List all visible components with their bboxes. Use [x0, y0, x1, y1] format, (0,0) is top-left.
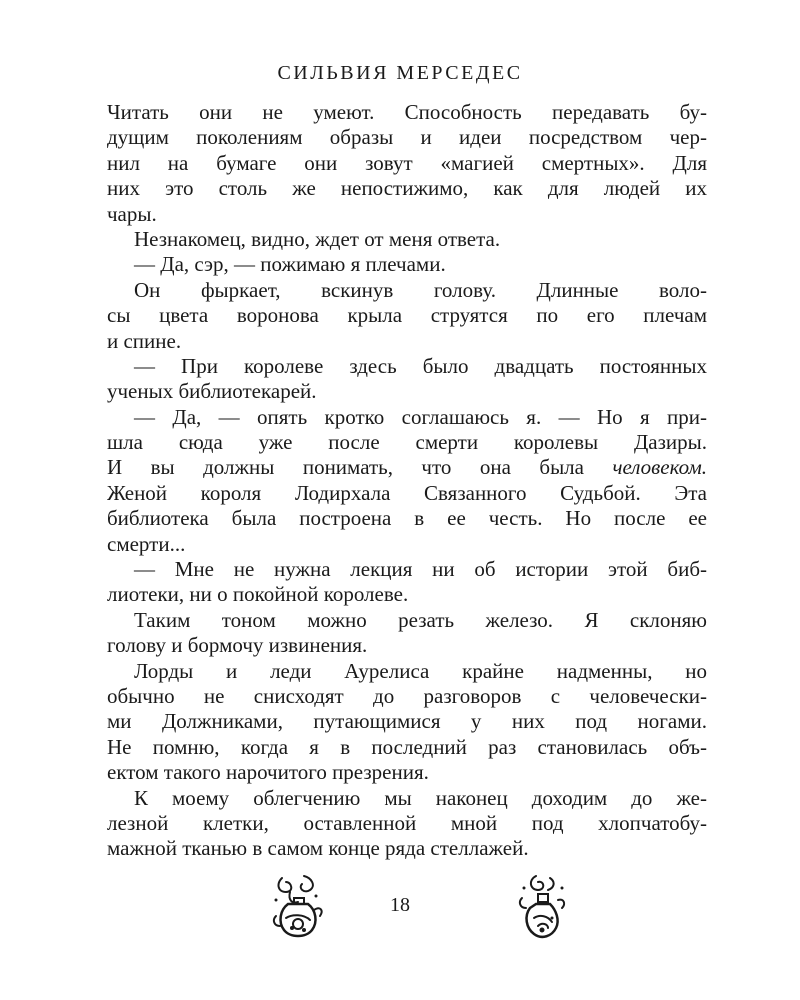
- text-line: дущим поколениям образы и идеи посредством чер-: [107, 125, 707, 150]
- text-line: Незнакомец, видно, ждет от меня ответа.: [134, 226, 501, 251]
- text-line: шла сюда уже после смерти королевы Дазиры.: [107, 430, 707, 455]
- text-line: лиотеки, ни о покойной королеве.: [107, 582, 409, 607]
- text-line: и спине.: [107, 328, 182, 353]
- text-line: ектом такого нарочитого презрения.: [107, 760, 429, 785]
- italic-word: человеком.: [612, 455, 707, 480]
- text-line: Лорды и леди Аурелиса крайне надменны, но: [134, 658, 707, 683]
- text-line: них это столь же непостижимо, как для людей их: [107, 176, 707, 201]
- text-line: Таким тоном можно резать железо. Я склоняю: [134, 607, 707, 632]
- text-line: Женой короля Лодирхала Связанного Судьбой. Эта: [107, 480, 707, 505]
- text-line: нил на бумаге они зовут «магией смертных». Для: [107, 150, 707, 175]
- text-line: сы цвета воронова крыла струятся по его плечам: [107, 303, 707, 328]
- page-number: 18: [390, 894, 410, 916]
- text-line: К моему облегчению мы наконец доходим до же-: [134, 785, 707, 810]
- text-line: обычно не снисходят до разговоров с человечески-: [107, 683, 707, 708]
- text-line: лезной клетки, оставленной мной под хлопчатобу-: [107, 810, 707, 835]
- text-line: библиотека была построена в ее честь. Но после ее: [107, 506, 707, 531]
- text-line: чары.: [107, 201, 157, 226]
- text-line: Он фыркает, вскинув голову. Длинные воло-: [134, 277, 707, 302]
- text-line: ученых библиотекарей.: [107, 379, 317, 404]
- text-line: — Мне не нужна лекция ни об истории этой биб-: [134, 557, 707, 582]
- page-footer: [0, 870, 800, 950]
- text-line-with-italic: [107, 455, 707, 480]
- body-text: [107, 100, 707, 862]
- text-line: — Да, сэр, — пожимаю я плечами.: [134, 252, 446, 277]
- running-head: СИЛЬВИЯ МЕРСЕДЕС: [277, 62, 523, 84]
- text-line: ми Должниками, путающимися у них под ногами.: [107, 709, 707, 734]
- text-line: — При королеве здесь было двадцать постоянных: [134, 353, 707, 378]
- text-line: Читать они не умеют. Способность передавать бу-: [107, 100, 707, 124]
- text-line: Не помню, когда я в последний раз становилась объ-: [107, 734, 707, 759]
- text-line: смерти...: [107, 531, 186, 556]
- text-line: голову и бормочу извинения.: [107, 633, 368, 658]
- text-line: — Да, — опять кротко соглашаюсь я. — Но я при-: [134, 404, 707, 429]
- text-segment: И вы должны понимать, что она была: [107, 455, 613, 480]
- text-line: мажной тканью в самом конце ряда стеллажей.: [107, 836, 529, 861]
- potion-vial-ornament-icon: [512, 870, 574, 942]
